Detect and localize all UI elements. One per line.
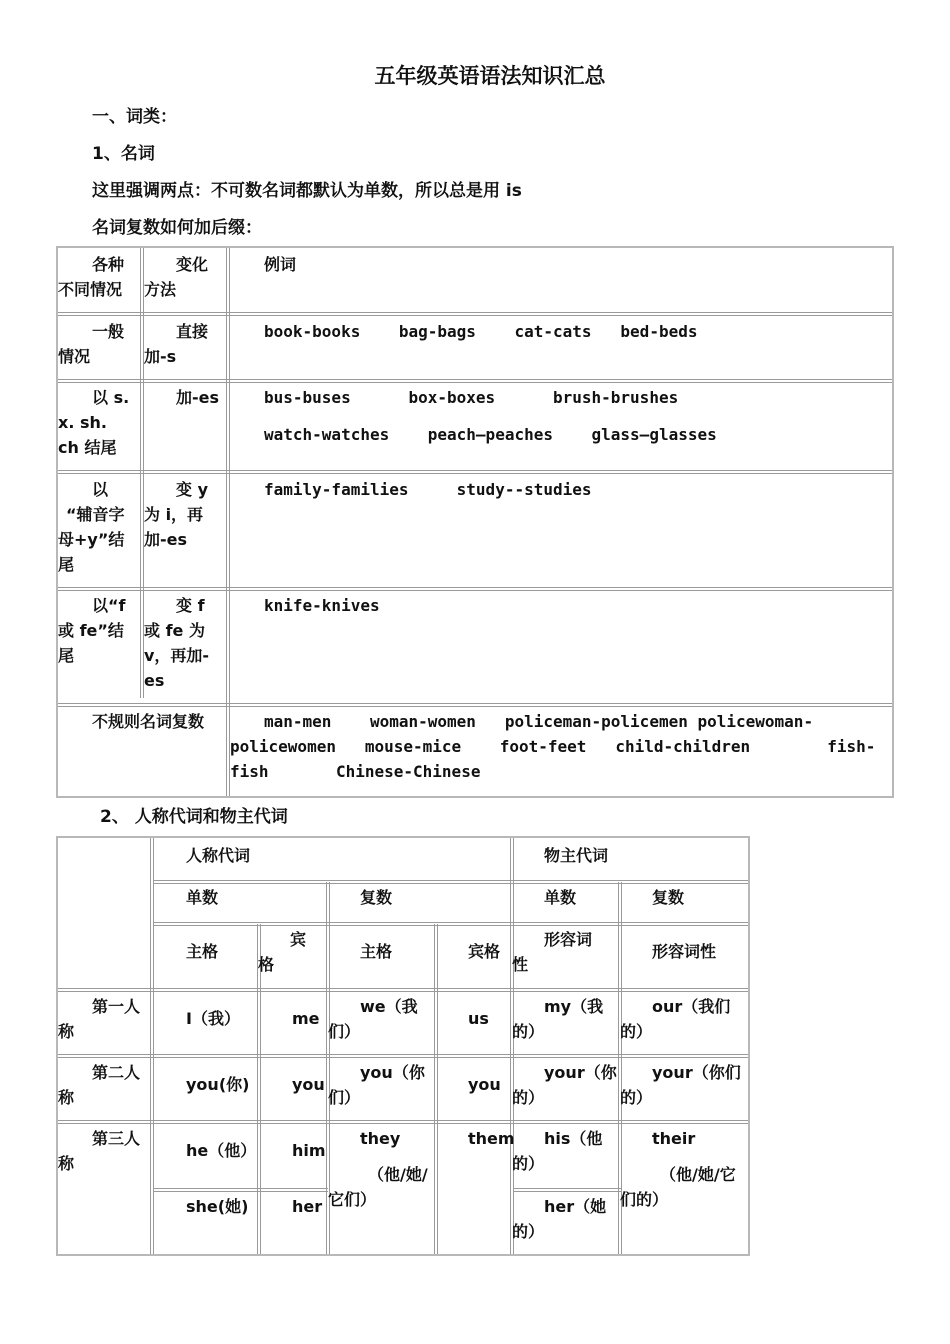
pronoun-cell: they	[360, 1129, 401, 1148]
irregular-examples-line2: policewomen mouse-mice foot-feet child-children fish-	[230, 737, 876, 756]
column-divider	[226, 248, 230, 796]
pronoun-cell: me	[292, 1009, 320, 1028]
plural-header: 复数	[360, 888, 393, 907]
subsection-heading: 1、名词	[92, 144, 155, 164]
pronoun-cell: her	[292, 1197, 323, 1216]
method-text: es	[144, 671, 165, 690]
singular-header: 单数	[186, 888, 219, 907]
irregular-examples-line3: fish Chinese-Chinese	[230, 762, 481, 781]
row-divider	[58, 470, 892, 474]
pronoun-cell: us	[468, 1009, 489, 1028]
case-text: x. sh.	[58, 413, 107, 432]
example-text: family-families study--studies	[264, 480, 592, 499]
case-text: 情况	[58, 347, 91, 366]
poss-singular-header: 单数	[544, 888, 577, 907]
pronoun-cell: your（你	[544, 1063, 617, 1082]
pronoun-cell: 们的）	[620, 1190, 669, 1209]
objective-header: 格	[258, 955, 275, 974]
pronoun-cell: 它们）	[328, 1190, 377, 1209]
possessive-pronoun-header: 物主代词	[544, 846, 609, 865]
poss-plural-header: 复数	[652, 888, 685, 907]
adjective-header: 形容词	[544, 930, 593, 949]
pronoun-cell: you(你)	[186, 1075, 250, 1094]
example-text: book-books bag-bags cat-cats bed-beds	[264, 322, 698, 341]
noun-plural-table	[56, 246, 894, 798]
method-text: 直接	[176, 322, 209, 341]
pronoun-cell: 的）	[512, 1222, 545, 1241]
method-text: 加-s	[144, 347, 177, 366]
pronoun-cell: 的）	[620, 1022, 653, 1041]
objective-header: 宾	[290, 930, 307, 949]
suffix-heading: 名词复数如何加后缀：	[92, 218, 262, 238]
row-divider	[58, 1054, 748, 1058]
note-text: 这里强调两点：不可数名词都默认为单数，所以总是用 is	[92, 181, 522, 201]
pronoun-cell: （他/她/	[368, 1165, 428, 1184]
person-label: 称	[58, 1154, 75, 1173]
pronoun-cell: his（他	[544, 1129, 603, 1148]
header-examples: 例词	[264, 255, 297, 274]
method-text: 为 i，再	[144, 505, 204, 524]
pronoun-cell: he（他）	[186, 1141, 257, 1160]
person-label: 第一人	[92, 997, 141, 1016]
pronoun-cell: you	[468, 1075, 501, 1094]
case-text: 以 s.	[92, 388, 130, 407]
method-text: 变 f	[176, 596, 205, 615]
pronoun-cell: you（你	[360, 1063, 425, 1082]
row-divider	[58, 1120, 748, 1124]
pronoun-cell: them	[468, 1129, 515, 1148]
objective-header: 宾格	[468, 942, 501, 961]
case-text: ch 结尾	[58, 438, 117, 457]
row-divider	[154, 922, 748, 926]
method-text: 加-es	[176, 388, 220, 407]
method-text: 或 fe 为	[144, 621, 205, 640]
person-label: 称	[58, 1088, 75, 1107]
row-divider	[58, 379, 892, 383]
header-case-line1: 各种	[92, 255, 125, 274]
header-case-line2: 不同情况	[58, 280, 123, 299]
row-divider	[58, 312, 892, 316]
pronoun-cell: 们）	[328, 1022, 361, 1041]
case-text: 以	[92, 480, 109, 499]
example-text: knife-knives	[264, 596, 380, 615]
pronoun-table	[56, 836, 750, 1256]
pronoun-cell: 的）	[512, 1154, 545, 1173]
method-text: 加-es	[144, 530, 188, 549]
pronoun-cell: she(她)	[186, 1197, 249, 1216]
person-label: 第二人	[92, 1063, 141, 1082]
nominative-header: 主格	[186, 942, 219, 961]
pronoun-cell: 的）	[512, 1088, 545, 1107]
irregular-examples-line1: man-men woman-women policeman-policemen policewoman-	[264, 712, 814, 731]
person-label: 称	[58, 1022, 75, 1041]
method-text: 变 y	[176, 480, 209, 499]
page-title: 五年级英语语法知识汇总	[374, 64, 606, 88]
pronoun-cell: him	[292, 1141, 326, 1160]
person-label: 第三人	[92, 1129, 141, 1148]
pronoun-cell: her（她	[544, 1197, 607, 1216]
column-divider	[434, 924, 438, 1254]
pronoun-cell: their	[652, 1129, 696, 1148]
row-divider	[58, 587, 892, 591]
personal-pronoun-header: 人称代词	[186, 846, 251, 865]
nominative-header: 主格	[360, 942, 393, 961]
pronoun-cell: （他/她/它	[660, 1165, 736, 1184]
row-divider	[154, 880, 748, 884]
pronoun-cell: my（我	[544, 997, 604, 1016]
pronoun-cell: 的）	[512, 1022, 545, 1041]
row-divider	[514, 1188, 622, 1192]
row-divider	[154, 1188, 328, 1192]
pronoun-cell: you	[292, 1075, 325, 1094]
case-text: “辅音字	[66, 505, 125, 524]
pronoun-cell: I（我）	[186, 1009, 240, 1028]
pronoun-cell: 的）	[620, 1088, 653, 1107]
method-text: v，再加-	[144, 646, 210, 665]
case-text: 以“f	[92, 596, 126, 615]
example-text: bus-buses box-boxes brush-brushes	[264, 388, 679, 407]
irregular-label: 不规则名词复数	[92, 712, 205, 731]
case-text: 或 fe”结	[58, 621, 124, 640]
section-heading: 一、词类：	[92, 107, 177, 127]
header-method-line2: 方法	[144, 280, 177, 299]
row-divider	[58, 988, 748, 992]
pronoun-cell: our（我们	[652, 997, 731, 1016]
pronoun-cell: 们）	[328, 1088, 361, 1107]
case-text: 一般	[92, 322, 125, 341]
case-text: 尾	[58, 555, 75, 574]
case-text: 尾	[58, 646, 75, 665]
pronoun-cell: your（你们	[652, 1063, 741, 1082]
adjective-header: 形容词性	[652, 942, 717, 961]
row-divider	[58, 703, 892, 707]
example-text: watch-watches peach—peaches glass—glasses	[264, 425, 717, 444]
pronoun-cell: we（我	[360, 997, 418, 1016]
case-text: 母+y”结	[58, 530, 125, 549]
header-method-line1: 变化	[176, 255, 209, 274]
subsection-heading-pronouns: 2、 人称代词和物主代词	[100, 807, 288, 827]
adjective-header: 性	[512, 955, 529, 974]
